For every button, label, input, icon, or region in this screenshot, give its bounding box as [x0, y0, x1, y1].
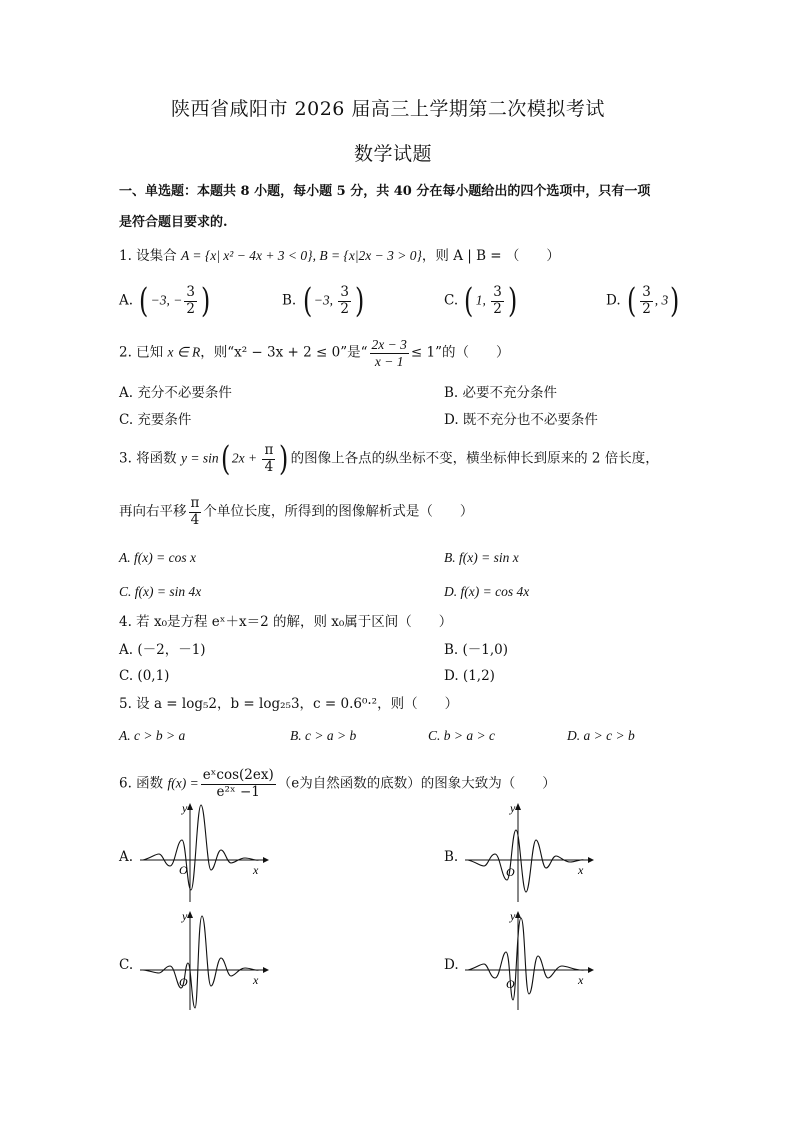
x-axis-label: x — [578, 863, 584, 877]
origin-label: O — [179, 975, 188, 989]
curve — [468, 830, 584, 892]
q4-option-b: B. (－1,0) — [444, 642, 509, 658]
origin-label: O — [506, 865, 515, 879]
q5-option-c: C. b > a > c — [428, 728, 495, 743]
section-header-line2: 是符合题目要求的. — [119, 215, 228, 230]
q4-option-d: D. (1,2) — [444, 668, 495, 684]
q6-graph-c — [135, 908, 270, 1013]
q5-option-d: D. a > c > b — [567, 728, 635, 743]
y-axis-label: y — [510, 801, 516, 815]
q1-option-a: A. ( −3, − $\frac{3}{2}$ ) — [119, 281, 211, 321]
y-axis-arrow — [515, 911, 521, 918]
q3-option-c: C. f(x) = sin 4x — [119, 584, 202, 599]
q6-graph-a — [135, 800, 270, 905]
origin-label: O — [506, 977, 515, 991]
q5-option-a: A. c > b > a — [119, 728, 186, 743]
y-axis-arrow — [187, 911, 193, 918]
q3-option-a: A. f(x) = cos x — [119, 550, 196, 565]
q5-stem: 5. 设 a = log₅2，b = log₂₅3，c = 0.6⁰·²，则（ ） — [119, 696, 459, 712]
q6-graph-d — [460, 908, 595, 1013]
x-axis-label: x — [578, 973, 584, 987]
q6-graph-b — [460, 800, 595, 905]
x-axis-arrow — [588, 857, 594, 863]
q2-stem: 2. 已知 x ∈ R，则“x² − 3x + 2 ≤ 0”是“ $\frac{2x - 3}{x - 1}$ ≤ 1”的（ ） — [119, 337, 510, 369]
curve — [468, 918, 584, 1000]
page-subtitle: 数学试题 — [354, 143, 433, 165]
q1-option-c: C. ( 1, $\frac{3}{2}$ ) — [444, 281, 518, 321]
x-axis-arrow — [588, 967, 594, 973]
x-axis-arrow — [263, 857, 269, 863]
q2-option-b: B. 必要不充分条件 — [444, 385, 558, 401]
section-header-line1: 一、单选题：本题共 8 小题，每小题 5 分，共 40 分在每小题给出的四个选项中，只有一项 — [119, 184, 651, 199]
q3-stem-line2: 再向右平移 $\frac{\pi}{4}$ 个单位长度，所得到的图像解析式是（ ） — [119, 495, 474, 528]
q4-stem: 4. 若 x₀是方程 eˣ＋x＝2 的解，则 x₀属于区间（ ） — [119, 614, 453, 630]
q1-option-b: B. ( −3, $\frac{3}{2}$ ) — [282, 281, 365, 321]
x-axis-label: x — [253, 973, 259, 987]
q3-stem-line1: 3. 将函数 y = sin( 2x + $\frac{\pi}{4}$ ) 的图像上各点的纵坐标不变，横坐标伸长到原来的 2 倍长度， — [119, 439, 659, 479]
q6-option-d-label: D. — [444, 957, 459, 973]
x-axis-arrow — [263, 967, 269, 973]
q2-option-d: D. 既不充分也不必要条件 — [444, 412, 598, 428]
curve — [143, 805, 259, 890]
q4-option-a: A. (－2，－1) — [119, 642, 206, 658]
curve — [143, 916, 259, 1008]
y-axis-label: y — [182, 801, 188, 815]
q6-option-a-label: A. — [119, 849, 134, 865]
page-title: 陕西省咸阳市 2026 届高三上学期第二次模拟考试 — [171, 98, 605, 120]
q3-option-b: B. f(x) = sin x — [444, 550, 519, 565]
q5-option-b: B. c > a > b — [290, 728, 357, 743]
y-axis-label: y — [510, 909, 516, 923]
y-axis-arrow — [515, 803, 521, 810]
q1-option-d: D. ( $\frac{3}{2}$ , 3) — [606, 281, 680, 321]
y-axis-label: y — [182, 909, 188, 923]
origin-label: O — [179, 863, 188, 877]
q2-option-a: A. 充分不必要条件 — [119, 385, 232, 401]
y-axis-arrow — [187, 803, 193, 810]
q6-option-c-label: C. — [119, 957, 134, 973]
x-axis-label: x — [253, 863, 259, 877]
q6-stem: 6. 函数 f(x) = $\frac{\text{eˣcos(2ex)}}{\text{e²ˣ −1}}$ （e为自然函数的底数）的图象大致为（ ） — [119, 767, 556, 800]
q6-option-b-label: B. — [444, 849, 459, 865]
q2-option-c: C. 充要条件 — [119, 412, 192, 428]
q1-stem: 1. 设集合 A = {x| x² − 4x + 3 < 0}, B = {x|2x − 3 > 0}，则 A | B = （ ） — [119, 248, 560, 264]
q4-option-c: C. (0,1) — [119, 668, 170, 684]
q3-option-d: D. f(x) = cos 4x — [444, 584, 530, 599]
